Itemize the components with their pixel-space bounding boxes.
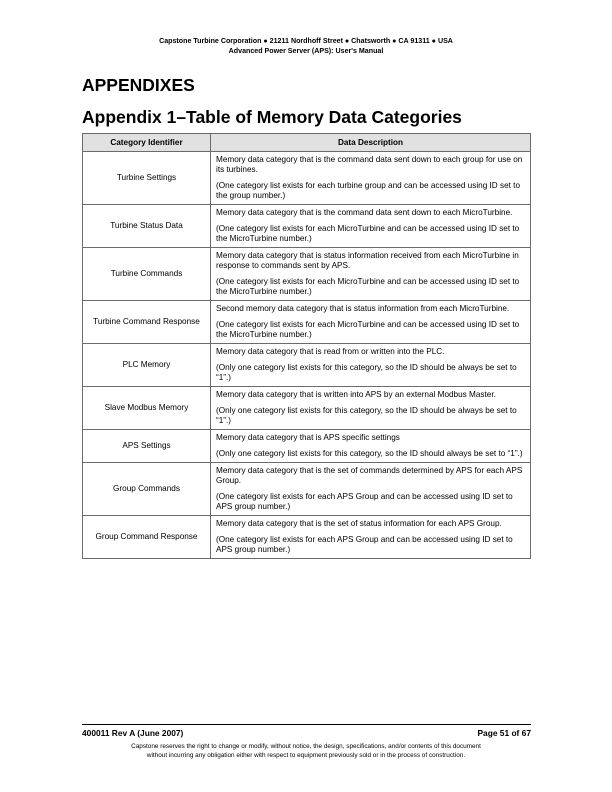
category-cell: PLC Memory [83,344,211,387]
column-header-description: Data Description [211,134,531,152]
category-cell: Group Commands [83,463,211,516]
footer-divider [82,724,531,725]
section-title: APPENDIXES [82,75,195,95]
description-note: (One category list exists for each MicroTurbine and can be accessed using ID set to the MicroTurbine number.) [216,277,520,296]
description-note: (Only one category list exists for this category, so the ID should be always be set to “1”.) [216,406,517,425]
page-number: Page 51 of 67 [477,728,531,738]
description-note: (One category list exists for each APS Group and can be accessed using ID set to APS group number.) [216,535,513,554]
table-row [83,152,531,205]
description-cell [211,516,531,559]
description-cell [211,430,531,463]
category-cell: Turbine Commands [83,248,211,301]
description-note: (One category list exists for each turbine group and can be accessed using ID set to the group number.) [216,181,521,200]
page-header [0,36,612,56]
header-manual-title: Advanced Power Server (APS): User's Manual [228,47,384,55]
footer-disclaimer [0,742,612,760]
category-cell: Slave Modbus Memory [83,387,211,430]
description-cell [211,205,531,248]
table-row [83,301,531,344]
description-note: (One category list exists for each APS Group and can be accessed using ID set to APS group number.) [216,492,513,511]
description-text: Memory data category that is the set of status information for each APS Group. [216,519,502,528]
description-text: Memory data category that is the set of commands determined by APS for each APS Group. [216,466,523,485]
table-row [83,205,531,248]
description-note: (One category list exists for each MicroTurbine and can be accessed using ID set to the MicroTurbine number.) [216,224,520,243]
description-note: (One category list exists for each MicroTurbine and can be accessed using ID set to the MicroTurbine number.) [216,320,520,339]
document-revision: 400011 Rev A (June 2007) [82,728,184,738]
header-address: Capstone Turbine Corporation ● 21211 Nordhoff Street ● Chatsworth ● CA 91311 ● USA [159,37,453,45]
description-cell [211,152,531,205]
table-row [83,344,531,387]
description-text: Memory data category that is the command data sent down to each MicroTurbine. [216,208,513,217]
description-text: Second memory data category that is status information from each MicroTurbine. [216,304,510,313]
description-text: Memory data category that is status information received from each MicroTurbine in response to commands sent by APS. [216,251,519,270]
table-row [83,516,531,559]
column-header-category: Category Identifier [83,134,211,152]
category-cell: Turbine Status Data [83,205,211,248]
appendix-title: Appendix 1–Table of Memory Data Categories [82,107,462,127]
description-cell [211,344,531,387]
description-note: (Only one category list exists for this category, so the ID should be always be set to “1”.) [216,363,517,382]
description-cell [211,301,531,344]
category-cell: Turbine Settings [83,152,211,205]
table-row [83,463,531,516]
description-text: Memory data category that is read from or written into the PLC. [216,347,445,356]
description-cell [211,387,531,430]
description-cell [211,463,531,516]
table-row [83,248,531,301]
disclaimer-line-2: without incurring any obligation either with respect to equipment previously sold or in the process of construction. [146,752,466,759]
disclaimer-line-1: Capstone reserves the right to change or modify, without notice, the design, specifications, and/or contents of this document [131,743,481,750]
category-cell: Turbine Command Response [83,301,211,344]
description-cell [211,248,531,301]
category-cell: APS Settings [83,430,211,463]
description-text: Memory data category that is APS specific settings [216,433,400,442]
table-header-row [83,134,531,152]
description-text: Memory data category that is written into APS by an external Modbus Master. [216,390,496,399]
table-row [83,387,531,430]
memory-categories-table [82,133,531,559]
description-text: Memory data category that is the command data sent down to each group for use on its turbines. [216,155,523,174]
table-row [83,430,531,463]
description-note: (Only one category list exists for this category, so the ID should always be set to “1”.) [216,449,523,458]
category-cell: Group Command Response [83,516,211,559]
